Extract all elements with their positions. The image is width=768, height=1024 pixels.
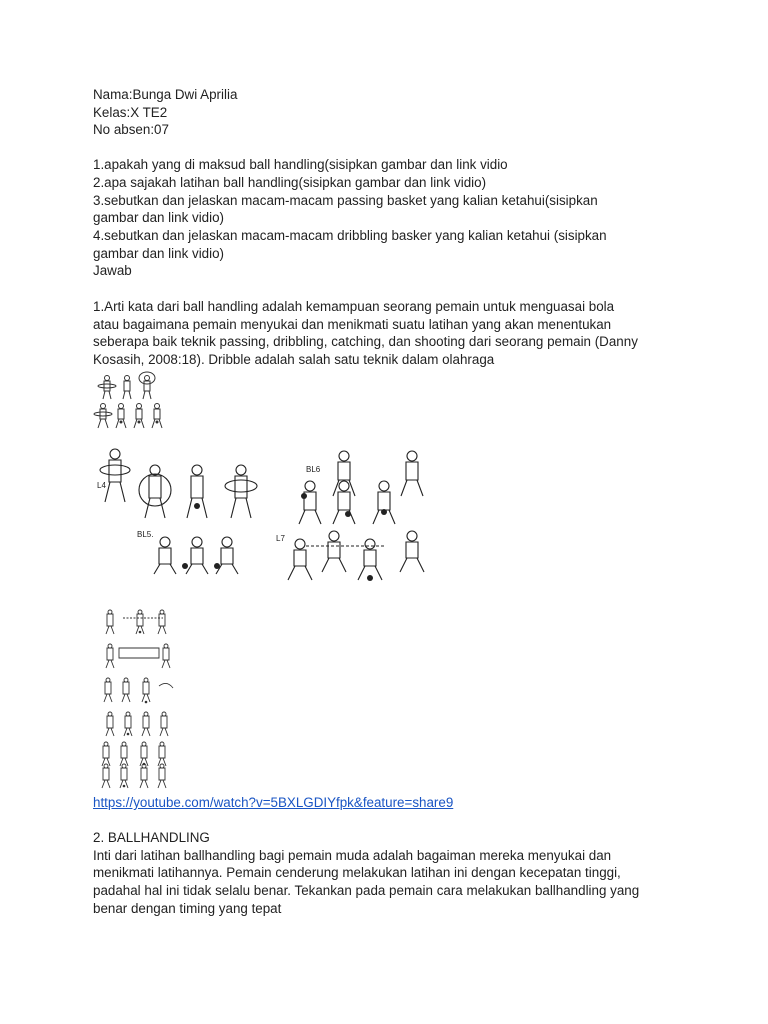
dribbling-drill-strip-illustration xyxy=(93,608,183,790)
answer-2-heading: 2. BALLHANDLING xyxy=(93,830,210,845)
ballhandling-small-illustration xyxy=(93,370,173,432)
answer-2-line-3: padahal hal ini tidak selalu benar. Tekankan pada pemain cara melakukan ballhandling yang xyxy=(93,883,640,898)
answer-2-line-4: benar dengan timing yang tepat xyxy=(93,901,282,916)
question-4-line-2: gambar dan link vidio) xyxy=(93,246,224,261)
student-absen: No absen:07 xyxy=(93,122,169,137)
answer-1-line-4: Kosasih, 2008:18). Dribble adalah salah satu teknik dalam olahraga xyxy=(93,352,495,367)
ballhandling-drill-illustration-left xyxy=(93,440,271,575)
youtube-video-link[interactable]: https://youtube.com/watch?v=5BXLGDIYfpk&feature=share9 xyxy=(93,795,454,810)
answer-1-line-1: 1.Arti kata dari ball handling adalah kemampuan seorang pemain untuk menguasai bola xyxy=(93,299,615,314)
answer-2-line-2: menikmati latihannya. Pemain cenderung melakukan latihan ini dengan kecepatan tinggi, xyxy=(93,865,621,880)
answer-1-line-3: seberapa baik teknik passing, dribbling, catching, dan shooting dari seorang pemain (Danny xyxy=(93,334,638,349)
figure-label-bl5: BL5. xyxy=(137,530,154,539)
answer-1-line-2: atau bagaimana pemain menyukai dan menikmati suatu latihan yang akan menentukan xyxy=(93,317,612,332)
figure-label-l7: L7 xyxy=(276,534,285,543)
question-1: 1.apakah yang di maksud ball handling(sisipkan gambar dan link vidio xyxy=(93,157,508,172)
question-3-line-1: 3.sebutkan dan jelaskan macam-macam passing basket yang kalian ketahui(sisipkan xyxy=(93,193,598,208)
student-name: Nama:Bunga Dwi Aprilia xyxy=(93,87,238,102)
question-4-line-1: 4.sebutkan dan jelaskan macam-macam dribbling basker yang kalian ketahui (sisipkan xyxy=(93,228,607,243)
question-3-line-2: gambar dan link vidio) xyxy=(93,210,224,225)
student-class: Kelas:X TE2 xyxy=(93,105,168,120)
answer-2-line-1: Inti dari latihan ballhandling bagi pemain muda adalah bagaiman mereka menyukai dan xyxy=(93,848,612,863)
ballhandling-drill-illustration-right xyxy=(272,438,440,590)
question-2: 2.apa sajakah latihan ball handling(sisipkan gambar dan link vidio) xyxy=(93,175,487,190)
figure-label-l4: L4 xyxy=(97,481,106,490)
figure-label-bl6: BL6 xyxy=(306,465,321,474)
answer-heading: Jawab xyxy=(93,263,132,278)
